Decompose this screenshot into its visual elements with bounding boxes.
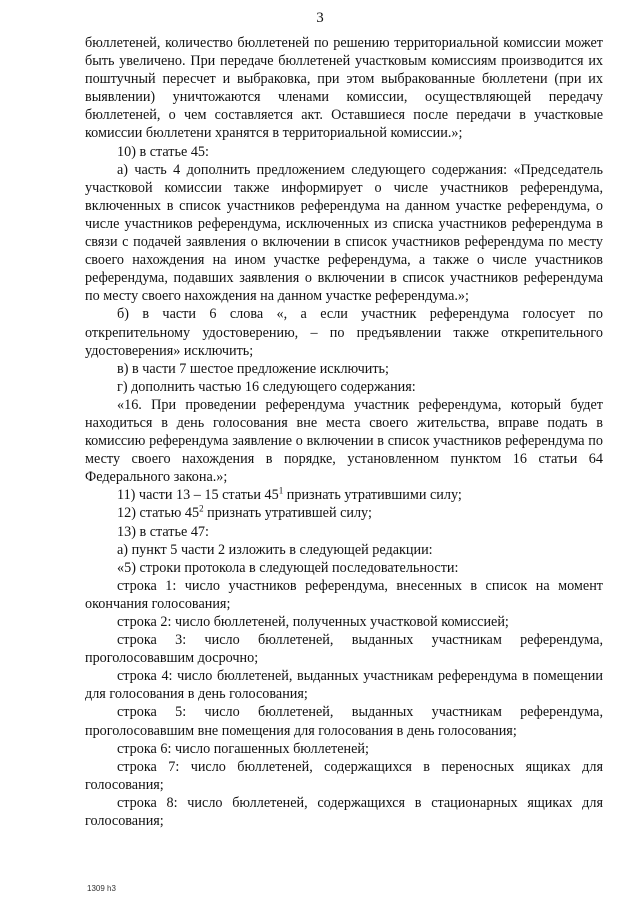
paragraph — [85, 559, 603, 577]
paragraph-text-continued: признать утратившей силу; — [203, 505, 372, 522]
superscript: 2 — [199, 503, 204, 514]
paragraph-text: 12) статью 45 — [117, 505, 200, 522]
paragraph — [85, 378, 603, 396]
paragraph — [85, 504, 603, 522]
paragraph-text: а) пункт 5 части 2 изложить в следующей редакции: — [117, 541, 433, 558]
paragraph — [85, 703, 603, 739]
superscript: 1 — [278, 485, 284, 496]
paragraph-text: г) дополнить частью 16 следующего содержания: — [117, 378, 416, 395]
paragraph-text: 10) в статье 45: — [117, 143, 209, 160]
paragraph — [85, 740, 603, 758]
paragraph-text: 11) части 13 – 15 статьи 45 — [117, 487, 279, 504]
paragraph-text: «16. При проведении референдума участник референдума, который будет находиться в день голосования вне места своего жительства, вправе подать в комиссию референдума заявление о включении в список участников референдума по месту своего нахождения в порядке, установленном пунктом 16 статьи 64 Федерального закона.»; — [85, 396, 603, 486]
paragraph — [85, 631, 603, 667]
paragraph-text: строка 7: число бюллетеней, содержащихся в переносных ящиках для голосования; — [85, 758, 603, 793]
paragraph-text: 13) в статье 47: — [117, 523, 209, 540]
paragraph-text: «5) строки протокола в следующей последовательности: — [117, 559, 459, 576]
paragraph — [85, 143, 603, 161]
paragraph — [85, 34, 603, 143]
document-body — [85, 34, 603, 830]
paragraph — [85, 577, 603, 613]
paragraph-text: строка 5: число бюллетеней, выданных участникам референдума, проголосовавшим вне помещения для голосования в день голосования; — [85, 704, 603, 739]
paragraph — [85, 396, 603, 486]
paragraph-text: а) часть 4 дополнить предложением следующего содержания: «Председатель участковой комиссии также информирует о числе участников референдума, включенных в список участников референдума на данном участке референдума, о числе участников референдума, исключенных из списка участников референдума в связи с подачей заявления о включении в список участников референдума по месту своего нахождения на ином участке референдума, а также о числе участников референдума, подавших заявления о включении в список участников референдума по месту своего нахождения на данном участке референдума.»; — [85, 161, 603, 305]
paragraph-text: строка 6: число погашенных бюллетеней; — [117, 740, 369, 757]
paragraph-text: в) в части 7 шестое предложение исключить; — [117, 360, 389, 377]
paragraph-text: строка 3: число бюллетеней, выданных участникам референдума, проголосовавшим досрочно; — [85, 632, 603, 667]
paragraph-text: бюллетеней, количество бюллетеней по решению территориальной комиссии может быть увеличено. При передаче бюллетеней участковым комиссиям производится их поштучный пересчет и выбраковка, при этом выбракованные бюллетени (при их выявлении) уничтожаются членами комиссии, осуществляющей передачу бюллетеней, о чем составляется акт. Оставшиеся после передачи в участковые комиссии бюллетени хранятся в территориальной комиссии.»; — [85, 35, 603, 142]
footer-code: 1309 h3 — [87, 884, 116, 893]
paragraph — [85, 305, 603, 359]
paragraph — [85, 667, 603, 703]
paragraph — [85, 541, 603, 559]
paragraph — [85, 794, 603, 830]
paragraph — [85, 523, 603, 541]
paragraph-text: строка 8: число бюллетеней, содержащихся в стационарных ящиках для голосования; — [85, 794, 603, 830]
paragraph — [85, 613, 603, 631]
paragraph — [85, 360, 603, 378]
paragraph-text: б) в части 6 слова «, а если участник референдума голосует по открепительному удостоверению, – по предъявлении также открепительного удостоверения» исключить; — [85, 306, 603, 359]
paragraph-text: строка 4: число бюллетеней, выданных участникам референдума в помещении для голосования в день голосования; — [85, 668, 603, 703]
page-number: 3 — [316, 10, 324, 26]
paragraph-text: строка 2: число бюллетеней, полученных участковой комиссией; — [117, 614, 509, 630]
paragraph — [85, 758, 603, 794]
paragraph-text-continued: признать утратившими силу; — [283, 487, 462, 504]
paragraph-text: строка 1: число участников референдума, внесенных в список на момент окончания голосования; — [85, 577, 603, 612]
paragraph — [85, 161, 603, 306]
paragraph — [85, 486, 603, 504]
